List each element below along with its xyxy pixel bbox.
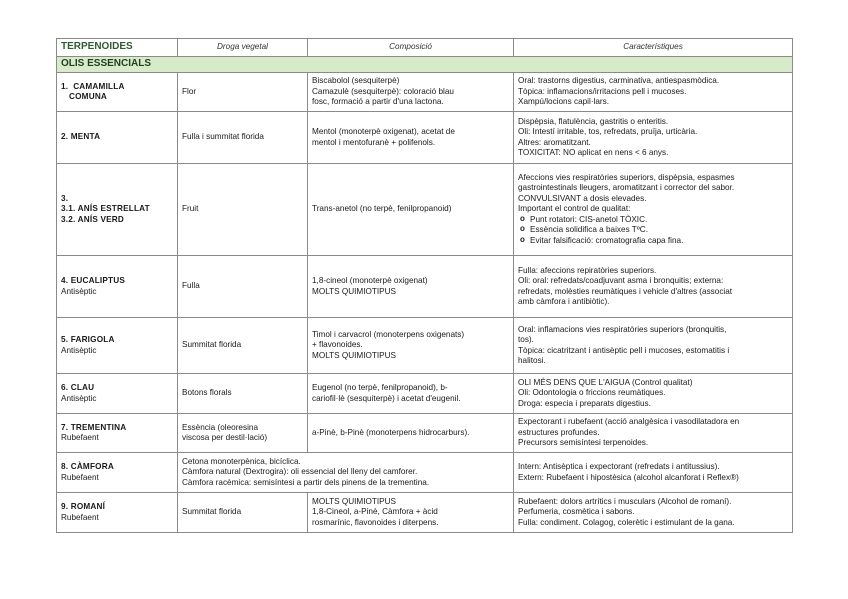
row-droga: Summitat florida [178,493,308,533]
header-droga: Droga vegetal [178,39,308,57]
header-composicio: Composició [308,39,514,57]
quality-control-list [518,215,788,246]
row-caracteristiques: Dispèpsia, flatulència, gastritis o enteritis. Oli: Intestí irritable, tos, refredats, pruïja, urticària. Altres: aromatitzant. TOXICITAT: NO aplicat en nens < 6 anys. [514,112,793,164]
row-name: 4. EUCALIPTUS Antisèptic [57,256,178,318]
list-item: o Essència solidifica a baixes TºC. [530,225,788,235]
terpenoides-table [56,38,793,533]
list-item: o Evitar falsificació: cromatografia capa fina. [530,236,788,246]
row-name: 9. ROMANÍ Rubefaent [57,493,178,533]
row-caracteristiques: Fulla: afeccions repiratòries superiors. Oli: oral: refredats/coadjuvant asma i bronquitis; externa: refredats, molèsties reumàtiques i vehicle d'altres (associat amb càmfora i antibiòtic). [514,256,793,318]
row-number: 1. [61,81,69,91]
table-row [57,414,793,453]
row-caracteristiques: Intern: Antisèptica i expectorant (refredats i antitussius). Extern: Rubefaent i hipostèsica (alcohol alcanforat i Reflex®) [514,453,793,493]
row-caracteristiques: Oral: trastorns digestius, carminativa, antiespasmòdica. Tòpica: inflamacions/irritacions pell i mucoses. Xampú/locions capil·lars. [514,73,793,112]
table-row [57,493,793,533]
table-row [57,73,793,112]
section-title: OLIS ESSENCIALS [57,57,793,73]
row-composicio: 1,8-cineol (monoterpè oxigenat) MOLTS QUIMIOTIPUS [308,256,514,318]
row-caracteristiques: Afeccions vies respiratòries superiors, dispèpsia, espasmes gastrointestinals lleugers, aromatitzant i corrector del sabor. CONVULSIVANT a dosis elevades. Important el control de qualitat: o Punt rotatori: CIS-anetol TÒXIC. o Essència solidifica a baixes TºC. o Evitar falsificació: cromatografia capa fina. [514,164,793,256]
row-droga: Fulla [178,256,308,318]
table-row [57,318,793,374]
row-name: 7. TREMENTINA Rubefaent [57,414,178,453]
row-caracteristiques: Oral: inflamacions vies respiratòries superiors (bronquitis, tos). Tòpica: cicatritzant i antisèptic pell i mucoses, estomatitis i halitosi. [514,318,793,374]
row-name: 8. CÀMFORA Rubefaent [57,453,178,493]
list-item: o Punt rotatori: CIS-anetol TÒXIC. [530,215,788,225]
table-row [57,164,793,256]
row-name: 6. CLAU Antisèptic [57,374,178,414]
row-droga: Botons florals [178,374,308,414]
table-row [57,256,793,318]
table-row [57,374,793,414]
row-composicio: Biscabolol (sesquiterpè) Camazulè (sesquiterpè): coloració blau fosc, formació a partir d'una lactona. [308,73,514,112]
row-caracteristiques: OLI MÉS DENS QUE L'AIGUA (Control qualitat) Oli: Odontologia o friccions reumàtiques. Droga: especia i preparats digestius. [514,374,793,414]
row-composicio: Mentol (monoterpè oxigenat), acetat de mentol i mentofuranè + polifenols. [308,112,514,164]
row-name: 2. MENTA [57,112,178,164]
row-caracteristiques: Rubefaent: dolors artrítics i musculars (Alcohol de romaní). Perfumeria, cosmètica i sabons. Fulla: condiment. Colagog, colerètic i estimulant de la gana. [514,493,793,533]
row-composicio: a-Pinè, b-Pinè (monoterpens hidrocarburs). [308,414,514,453]
row-droga: Summitat florida [178,318,308,374]
header-row [57,39,793,57]
row-composicio: Trans-anetol (no terpè, fenilpropanoid) [308,164,514,256]
row-caracteristiques: Expectorant i rubefaent (acció analgèsica i vasodilatadora en estructures profundes. Precursors semisíntesi terpenoides. [514,414,793,453]
row-droga: Fruit [178,164,308,256]
row-droga: Flor [178,73,308,112]
row-composicio: Cetona monoterpènica, bicíclica. Càmfora natural (Dextrogira): oli essencial del lleny del camforer. Càmfora racèmica: semisíntesi a partir dels pinens de la trementina. [178,453,514,493]
row-name: 3. 3.1. ANÍS ESTRELLAT 3.2. ANÍS VERD [57,164,178,256]
row-name: 5. FARIGOLA Antisèptic [57,318,178,374]
header-terpenoides: TERPENOIDES [57,39,178,57]
row-droga: Essència (oleoresina viscosa per destil·lació) [178,414,308,453]
row-composicio: Timol i carvacrol (monoterpens oxigenats) + flavonoides. MOLTS QUIMIOTIPUS [308,318,514,374]
row-composicio: MOLTS QUIMIOTIPUS 1,8-Cineol, a-Pinè, Càmfora + àcid rosmarínic, flavonoides i diterpens. [308,493,514,533]
row-droga: Fulla i summitat florida [178,112,308,164]
table-row [57,112,793,164]
table-row [57,453,793,493]
row-composicio: Eugenol (no terpè, fenilpropanoid), b- cariofil·lè (sesquiterpè) i acetat d'eugenil. [308,374,514,414]
header-caracteristiques: Característiques [514,39,793,57]
section-row [57,57,793,73]
row-name: 1. CAMAMILLA COMUNA [57,73,178,112]
